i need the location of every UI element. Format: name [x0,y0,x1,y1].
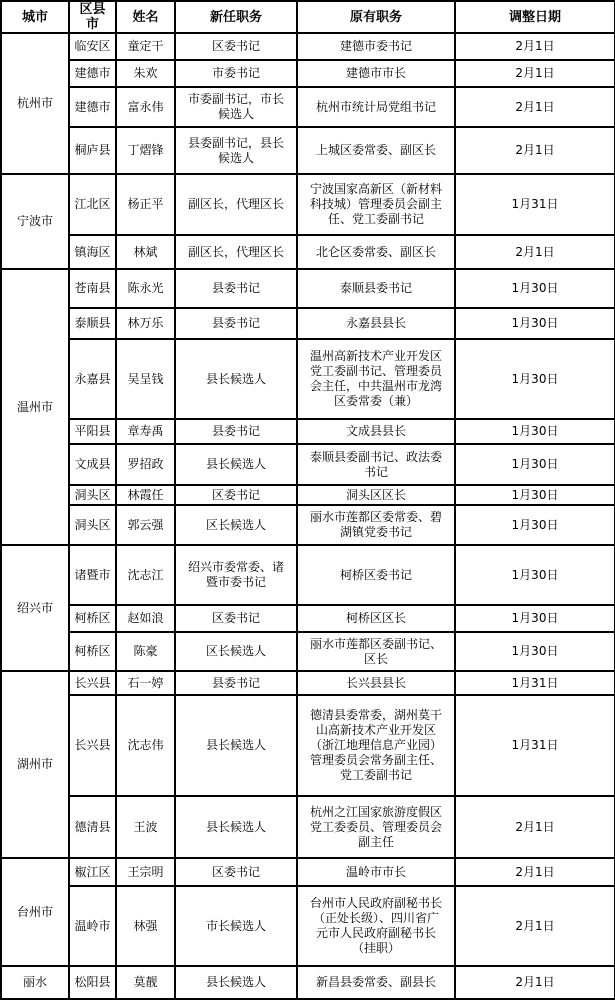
district-cell: 临安区 [69,33,116,60]
new-position-cell: 区委书记 [175,858,297,886]
person-name-cell: 沈志江 [116,545,175,605]
date-cell: 1月30日 [455,444,615,485]
person-name-cell: 林强 [116,886,175,966]
table-row [1,444,615,485]
table-row [1,695,615,796]
new-position-cell: 市长候选人 [175,886,297,966]
header-date: 调整日期 [455,1,615,33]
new-position-cell: 县长候选人 [175,339,297,419]
district-cell: 椒江区 [69,858,116,886]
old-position-cell: 永嘉县县长 [297,308,455,339]
new-position-cell: 县长候选人 [175,966,297,999]
old-position-cell: 新昌县委常委、副县长 [297,966,455,999]
new-position-cell: 县委书记 [175,419,297,444]
new-position-cell: 市委书记 [175,60,297,87]
new-position-cell: 县长候选人 [175,796,297,858]
table-row [1,671,615,695]
header-city: 城市 [1,1,69,33]
new-position-cell: 县委书记 [175,269,297,308]
person-name-cell: 陈豪 [116,632,175,671]
new-position-cell: 区委书记 [175,605,297,632]
new-position-cell: 县委副书记，县长候选人 [175,127,297,174]
city-cell: 杭州市 [1,33,69,174]
date-cell: 2月1日 [455,87,615,127]
city-cell: 湖州市 [1,671,69,858]
old-position-cell: 建德市市长 [297,60,455,87]
district-cell: 柯桥区 [69,605,116,632]
header-name: 姓名 [116,1,175,33]
table-row [1,308,615,339]
table-body [1,33,615,999]
old-position-cell: 温岭市市长 [297,858,455,886]
date-cell: 1月30日 [455,269,615,308]
new-position-cell: 区委书记 [175,33,297,60]
table-row [1,339,615,419]
date-cell: 2月1日 [455,33,615,60]
header-old-position: 原有职务 [297,1,455,33]
person-name-cell: 林斌 [116,235,175,269]
table-row [1,419,615,444]
new-position-cell: 区长候选人 [175,632,297,671]
old-position-cell: 柯桥区委书记 [297,545,455,605]
district-cell: 德清县 [69,796,116,858]
person-name-cell: 林万乐 [116,308,175,339]
new-position-cell: 县委书记 [175,671,297,695]
new-position-cell: 副区长，代理区长 [175,235,297,269]
new-position-cell: 区委书记 [175,485,297,505]
date-cell: 2月1日 [455,966,615,999]
table-row [1,858,615,886]
old-position-cell: 柯桥区区长 [297,605,455,632]
person-name-cell: 林霞任 [116,485,175,505]
old-position-cell: 台州市人民政府副秘书长（正处长级）、四川省广元市人民政府副秘书长（挂职） [297,886,455,966]
old-position-cell: 建德市委书记 [297,33,455,60]
person-name-cell: 富永伟 [116,87,175,127]
table-row [1,235,615,269]
date-cell: 2月1日 [455,796,615,858]
city-cell: 温州市 [1,269,69,545]
district-cell: 松阳县 [69,966,116,999]
district-cell: 建德市 [69,87,116,127]
table-row [1,505,615,545]
district-cell: 桐庐县 [69,127,116,174]
person-name-cell: 莫靓 [116,966,175,999]
new-position-cell: 市委副书记，市长候选人 [175,87,297,127]
person-name-cell: 罗招政 [116,444,175,485]
header-row [1,1,615,33]
table-row [1,269,615,308]
old-position-cell: 杭州之江国家旅游度假区党工委委员、管理委员会副主任 [297,796,455,858]
date-cell: 1月30日 [455,505,615,545]
person-name-cell: 朱欢 [116,60,175,87]
old-position-cell: 杭州市统计局党组书记 [297,87,455,127]
date-cell: 1月30日 [455,339,615,419]
new-position-cell: 县长候选人 [175,695,297,796]
old-position-cell: 丽水市莲都区委副书记、区长 [297,632,455,671]
district-cell: 长兴县 [69,695,116,796]
district-cell: 镇海区 [69,235,116,269]
district-cell: 泰顺县 [69,308,116,339]
city-cell: 丽水 [1,966,69,999]
header-district: 区县市 [69,1,116,33]
new-position-cell: 副区长，代理区长 [175,174,297,235]
district-cell: 平阳县 [69,419,116,444]
date-cell: 1月31日 [455,695,615,796]
date-cell: 2月1日 [455,235,615,269]
district-cell: 洞头区 [69,505,116,545]
district-cell: 文成县 [69,444,116,485]
header-new-position: 新任职务 [175,1,297,33]
district-cell: 柯桥区 [69,632,116,671]
table-row [1,127,615,174]
date-cell: 1月30日 [455,545,615,605]
table-row [1,886,615,966]
date-cell: 1月30日 [455,308,615,339]
date-cell: 2月1日 [455,60,615,87]
person-name-cell: 章寿禹 [116,419,175,444]
date-cell: 1月30日 [455,485,615,505]
date-cell: 2月1日 [455,858,615,886]
district-cell: 洞头区 [69,485,116,505]
district-cell: 江北区 [69,174,116,235]
table-row [1,545,615,605]
date-cell: 1月30日 [455,605,615,632]
person-name-cell: 石一婷 [116,671,175,695]
city-cell: 台州市 [1,858,69,966]
old-position-cell: 丽水市莲都区委常委、碧湖镇党委书记 [297,505,455,545]
old-position-cell: 上城区委常委、副区长 [297,127,455,174]
person-name-cell: 吴呈钱 [116,339,175,419]
person-name-cell: 王宗明 [116,858,175,886]
old-position-cell: 德清县委常委，湖州莫干山高新技术产业开发区（浙江地理信息产业园）管理委员会常务副主任、党工委副书记 [297,695,455,796]
date-cell: 1月31日 [455,174,615,235]
district-cell: 长兴县 [69,671,116,695]
table-row [1,60,615,87]
date-cell: 1月30日 [455,419,615,444]
new-position-cell: 县长候选人 [175,444,297,485]
table-row [1,966,615,999]
old-position-cell: 洞头区区长 [297,485,455,505]
person-name-cell: 童定干 [116,33,175,60]
table-row [1,87,615,127]
person-name-cell: 郭云强 [116,505,175,545]
person-name-cell: 杨正平 [116,174,175,235]
person-name-cell: 王波 [116,796,175,858]
table-row [1,485,615,505]
old-position-cell: 泰顺县委书记 [297,269,455,308]
old-position-cell: 泰顺县委副书记、政法委书记 [297,444,455,485]
person-name-cell: 沈志伟 [116,695,175,796]
city-cell: 宁波市 [1,174,69,269]
old-position-cell: 长兴县县长 [297,671,455,695]
new-position-cell: 绍兴市委常委、诸暨市委书记 [175,545,297,605]
district-cell: 永嘉县 [69,339,116,419]
person-name-cell: 赵如浪 [116,605,175,632]
district-cell: 温岭市 [69,886,116,966]
new-position-cell: 区长候选人 [175,505,297,545]
table-row [1,796,615,858]
date-cell: 1月30日 [455,632,615,671]
date-cell: 1月31日 [455,671,615,695]
table-row [1,174,615,235]
table-row [1,605,615,632]
district-cell: 建德市 [69,60,116,87]
new-position-cell: 县委书记 [175,308,297,339]
person-name-cell: 丁熠锋 [116,127,175,174]
table-row [1,33,615,60]
table-row [1,632,615,671]
old-position-cell: 文成县县长 [297,419,455,444]
date-cell: 2月1日 [455,127,615,174]
old-position-cell: 温州高新技术产业开发区党工委副书记、管理委员会主任，中共温州市龙湾区委常委（兼） [297,339,455,419]
district-cell: 苍南县 [69,269,116,308]
date-cell: 2月1日 [455,886,615,966]
old-position-cell: 北仑区委常委、副区长 [297,235,455,269]
person-name-cell: 陈永光 [116,269,175,308]
old-position-cell: 宁波国家高新区（新材料科技城）管理委员会副主任、党工委副书记 [297,174,455,235]
district-cell: 诸暨市 [69,545,116,605]
city-cell: 绍兴市 [1,545,69,671]
